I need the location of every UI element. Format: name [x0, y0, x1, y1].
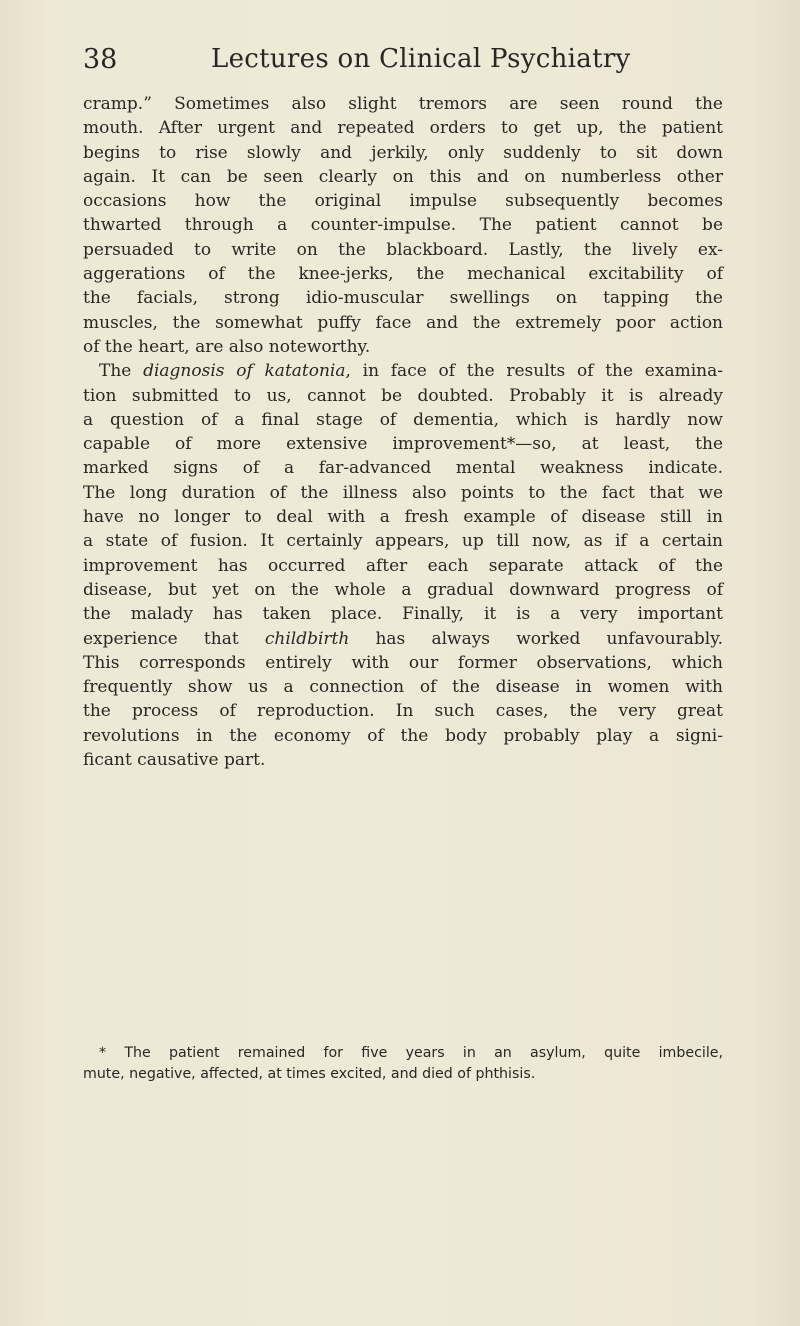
text-line: thwarted through a counter-impulse. The patient cannot be — [83, 215, 723, 236]
text-segment: , in face of the results of the examina- — [345, 361, 723, 382]
footnote-line: * The patient remained for five years in an asylum, quite imbecile, — [99, 1045, 723, 1061]
text-line: have no longer to deal with a fresh example of disease still in — [83, 507, 723, 528]
paragraph-start-line — [83, 359, 723, 383]
text-line: persuaded to write on the blackboard. Lastly, the lively ex- — [83, 239, 723, 260]
text-line: aggerations of the knee-jerks, the mechanical excitability of — [83, 264, 723, 285]
text-line: again. It can be seen clearly on this and on numberless other — [83, 166, 723, 187]
text-segment: experience that — [83, 628, 265, 649]
body-text — [83, 92, 723, 772]
text-line: occasions how the original impulse subsequently becomes — [83, 191, 723, 212]
text-line: mouth. After urgent and repeated orders to get up, the patient — [83, 118, 723, 139]
text-line: ficant causative part. — [83, 750, 266, 771]
text-line: tion submitted to us, cannot be doubted. Probably it is already — [83, 385, 723, 406]
text-line: disease, but yet on the whole a gradual downward progress of — [83, 579, 723, 600]
text-line: of the heart, are also noteworthy. — [83, 336, 371, 357]
text-line: revolutions in the economy of the body probably play a signi- — [83, 725, 723, 746]
italic-term-diagnosis: diagnosis of katatonia — [143, 361, 346, 382]
text-line: the malady has taken place. Finally, it is a very important — [83, 604, 723, 625]
text-line: marked signs of a far-advanced mental weakness indicate. — [83, 458, 723, 479]
text-line: a question of a final stage of dementia, which is hardly now — [83, 409, 723, 430]
text-line: capable of more extensive improvement*—so, at least, the — [83, 434, 723, 455]
text-line: This corresponds entirely with our former observations, which — [83, 652, 723, 673]
page-number: 38 — [83, 44, 118, 75]
text-line: muscles, the somewhat puffy face and the extremely poor action — [83, 312, 723, 333]
text-line: the facials, strong idio-muscular swellings on tapping the — [83, 288, 723, 309]
text-line: begins to rise slowly and jerkily, only suddenly to sit down — [83, 142, 723, 163]
text-line: improvement has occurred after each separate attack of the — [83, 555, 723, 576]
footnote-line: mute, negative, affected, at times excited, and died of phthisis. — [83, 1065, 536, 1082]
italic-term-childbirth: childbirth — [264, 628, 350, 649]
text-line: frequently show us a connection of the disease in women with — [83, 677, 723, 698]
text-line: a state of fusion. It certainly appears, up till now, as if a certain — [83, 531, 723, 552]
text-segment: The — [99, 361, 144, 382]
text-segment: has always worked unfavourably. — [349, 628, 723, 649]
running-head: Lectures on Clinical Psychiatry — [211, 44, 631, 74]
text-line — [83, 627, 723, 651]
text-line: cramp.” Sometimes also slight tremors are seen round the — [83, 94, 723, 114]
text-line: The long duration of the illness also points to the fact that we — [83, 482, 723, 503]
text-line: the process of reproduction. In such cases, the very great — [83, 701, 723, 722]
page-header — [83, 44, 643, 84]
footnote — [83, 1043, 723, 1084]
